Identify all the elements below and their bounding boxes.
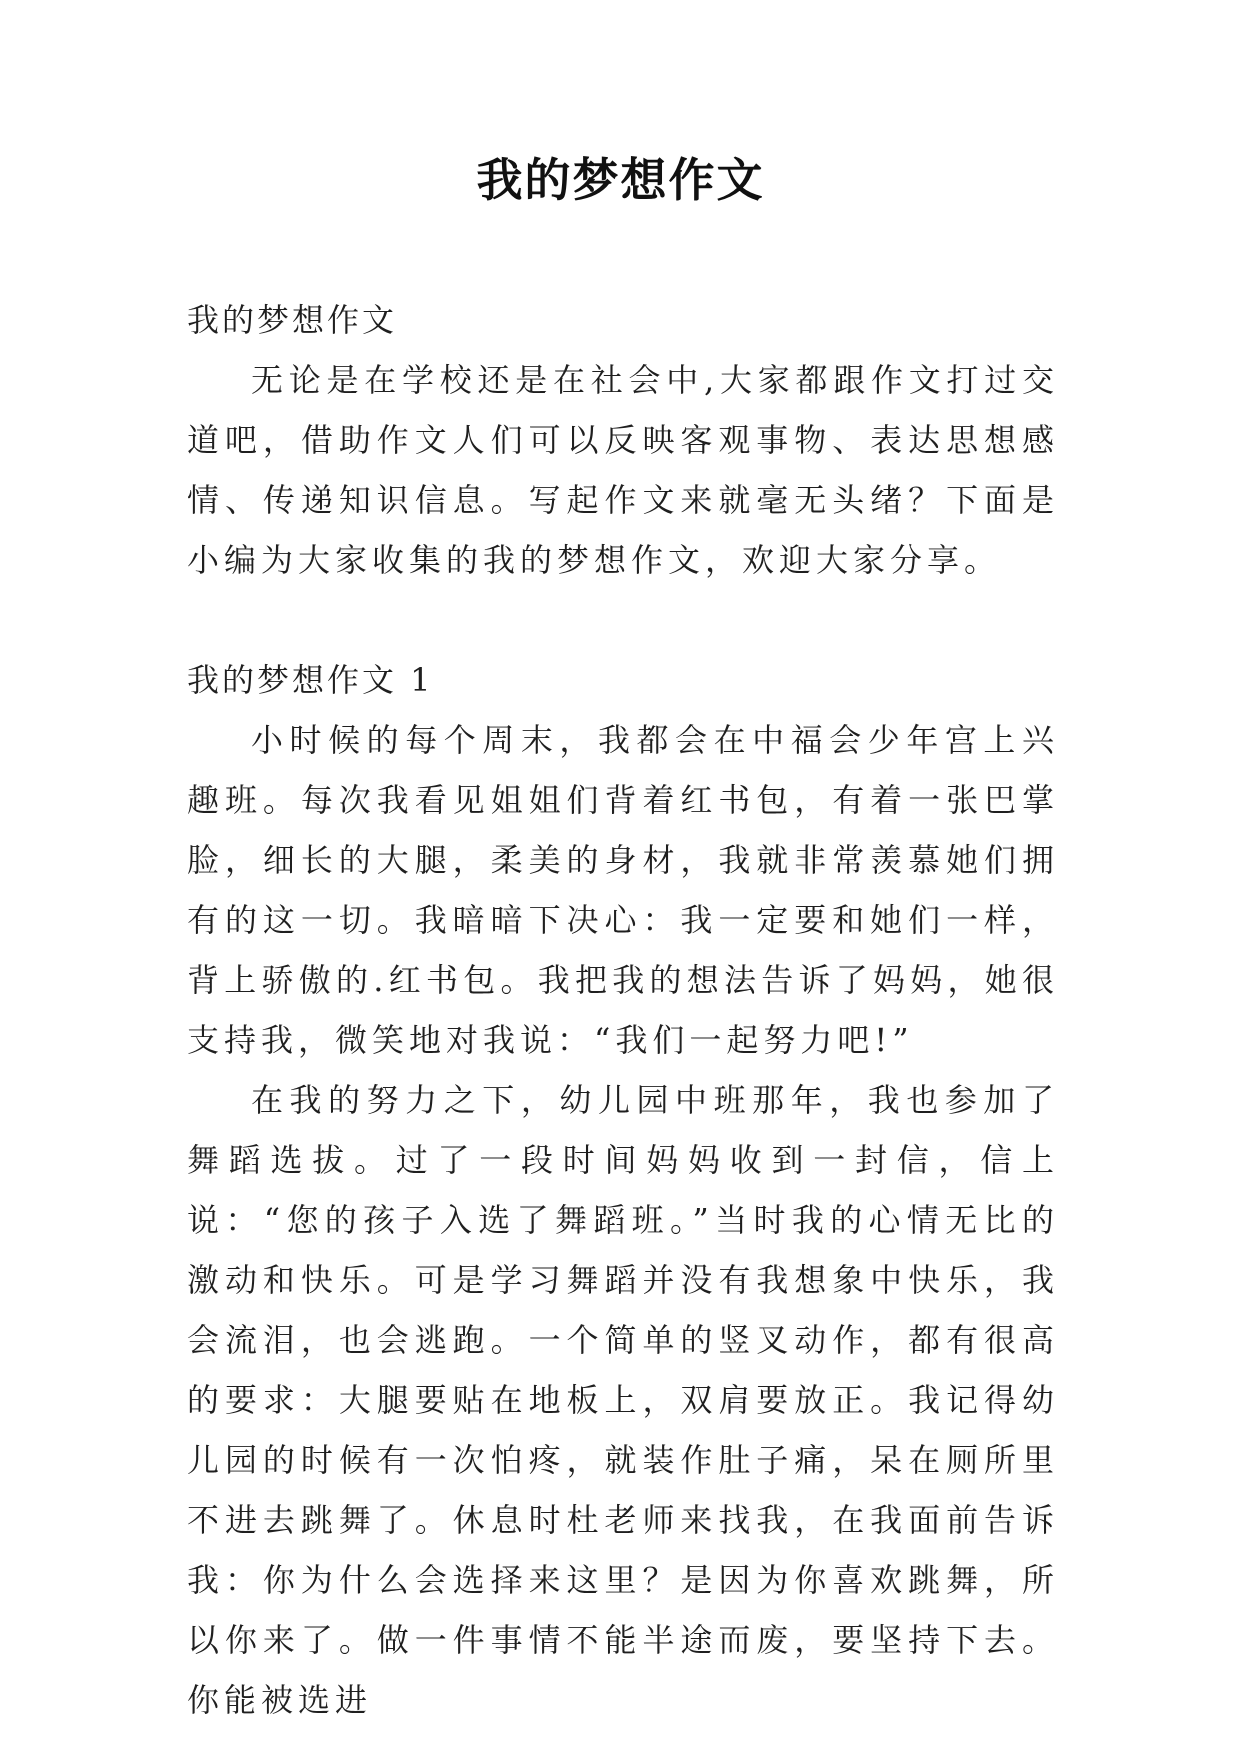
intro-heading: 我的梦想作文 <box>187 301 398 339</box>
section-spacer <box>187 590 1059 650</box>
document-title: 我的梦想作文 <box>476 153 765 207</box>
intro-paragraph: 无论是在学校还是在社会中,大家都跟作文打过交道吧，借助作文人们可以反映客观事物、表达思想感情、传递知识信息。写起作文来就毫无头绪？下面是小编为大家收集的我的梦想作文，欢迎大家分享。 <box>187 361 1059 579</box>
document-body <box>187 290 1059 1730</box>
essay-paragraph-2: 在我的努力之下，幼儿园中班那年，我也参加了舞蹈选拔。过了一段时间妈妈收到一封信，信上说：“您的孩子入选了舞蹈班。”当时我的心情无比的激动和快乐。可是学习舞蹈并没有我想象中快乐，我会流泪，也会逃跑。一个简单的竖叉动作，都有很高的要求：大腿要贴在地板上，双肩要放正。我记得幼儿园的时候有一次怕疼，就装作肚子痛，呆在厕所里不进去跳舞了。休息时杜老师来找我，在我面前告诉我：你为什么会选择来这里？是因为你喜欢跳舞，所以你来了。做一件事情不能半途而废，要坚持下去。你能被选进 <box>187 1081 1059 1719</box>
essay-heading: 我的梦想作文 1 <box>187 661 434 699</box>
essay-paragraph-1: 小时候的每个周末，我都会在中福会少年宫上兴趣班。每次我看见姐姐们背着红书包，有着一张巴掌脸，细长的大腿，柔美的身材，我就非常羡慕她们拥有的这一切。我暗暗下决心：我一定要和她们一样，背上骄傲的.红书包。我把我的想法告诉了妈妈，她很支持我，微笑地对我说：“我们一起努力吧!” <box>187 721 1059 1059</box>
